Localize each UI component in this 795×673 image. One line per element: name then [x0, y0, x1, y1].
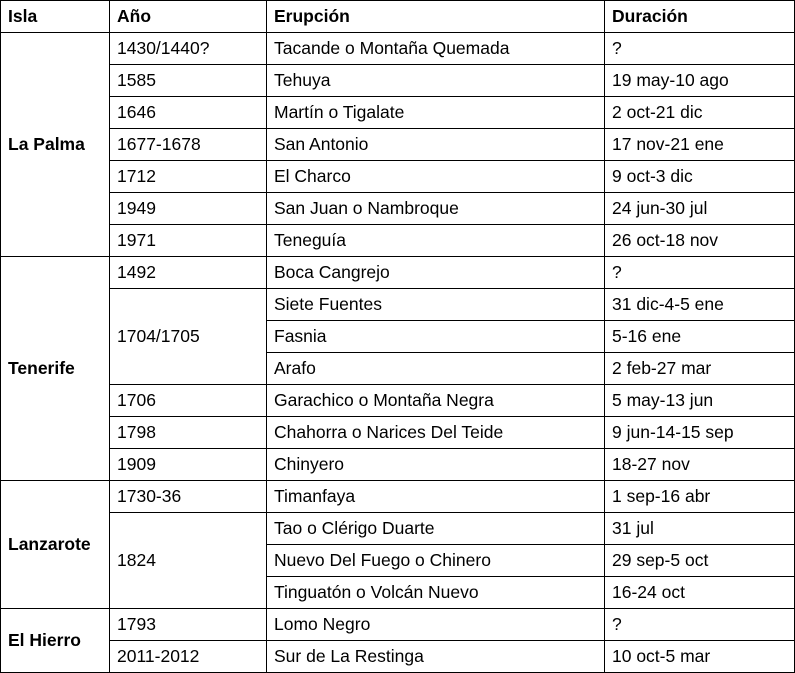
- eruption-name-cell: Tehuya: [267, 65, 605, 97]
- duration-cell: 2 feb-27 mar: [605, 353, 795, 385]
- duration-cell: 18-27 nov: [605, 449, 795, 481]
- eruption-name-cell: San Antonio: [267, 129, 605, 161]
- eruption-name-cell: Arafo: [267, 353, 605, 385]
- duration-cell: 31 dic-4-5 ene: [605, 289, 795, 321]
- table-row: [1, 513, 795, 545]
- header-ano: Año: [110, 1, 267, 33]
- table-row: [1, 97, 795, 129]
- table-row: [1, 225, 795, 257]
- duration-cell: 19 may-10 ago: [605, 65, 795, 97]
- table-row: [1, 641, 795, 673]
- island-name-cell: Tenerife: [1, 257, 110, 481]
- duration-cell: 10 oct-5 mar: [605, 641, 795, 673]
- eruption-name-cell: Tao o Clérigo Duarte: [267, 513, 605, 545]
- year-cell: 1704/1705: [110, 289, 267, 385]
- year-cell: 1949: [110, 193, 267, 225]
- year-cell: 1492: [110, 257, 267, 289]
- eruption-name-cell: Sur de La Restinga: [267, 641, 605, 673]
- year-cell: 1793: [110, 609, 267, 641]
- duration-cell: ?: [605, 609, 795, 641]
- eruption-name-cell: Chinyero: [267, 449, 605, 481]
- header-duracion: Duración: [605, 1, 795, 33]
- eruption-name-cell: El Charco: [267, 161, 605, 193]
- header-row: [1, 1, 795, 33]
- table-row: [1, 481, 795, 513]
- year-cell: 1706: [110, 385, 267, 417]
- header-isla: Isla: [1, 1, 110, 33]
- table-row: [1, 385, 795, 417]
- table-row: [1, 161, 795, 193]
- year-cell: 1712: [110, 161, 267, 193]
- duration-cell: 31 jul: [605, 513, 795, 545]
- table-body: [1, 33, 795, 673]
- eruption-name-cell: Teneguía: [267, 225, 605, 257]
- eruption-name-cell: Fasnia: [267, 321, 605, 353]
- table-row: [1, 257, 795, 289]
- eruption-name-cell: San Juan o Nambroque: [267, 193, 605, 225]
- eruption-name-cell: Martín o Tigalate: [267, 97, 605, 129]
- table-row: [1, 33, 795, 65]
- year-cell: 1909: [110, 449, 267, 481]
- eruption-name-cell: Garachico o Montaña Negra: [267, 385, 605, 417]
- duration-cell: ?: [605, 33, 795, 65]
- duration-cell: 2 oct-21 dic: [605, 97, 795, 129]
- year-cell: 1430/1440?: [110, 33, 267, 65]
- eruption-name-cell: Chahorra o Narices Del Teide: [267, 417, 605, 449]
- eruption-name-cell: Boca Cangrejo: [267, 257, 605, 289]
- table-row: [1, 417, 795, 449]
- year-cell: 1971: [110, 225, 267, 257]
- table-row: [1, 609, 795, 641]
- duration-cell: 5 may-13 jun: [605, 385, 795, 417]
- header-erupcion: Erupción: [267, 1, 605, 33]
- year-cell: 1677-1678: [110, 129, 267, 161]
- duration-cell: 26 oct-18 nov: [605, 225, 795, 257]
- duration-cell: 17 nov-21 ene: [605, 129, 795, 161]
- table-row: [1, 289, 795, 321]
- table-row: [1, 65, 795, 97]
- eruption-name-cell: Tinguatón o Volcán Nuevo: [267, 577, 605, 609]
- table-row: [1, 193, 795, 225]
- island-name-cell: El Hierro: [1, 609, 110, 673]
- eruption-name-cell: Timanfaya: [267, 481, 605, 513]
- eruption-name-cell: Lomo Negro: [267, 609, 605, 641]
- year-cell: 1646: [110, 97, 267, 129]
- year-cell: 2011-2012: [110, 641, 267, 673]
- duration-cell: 9 jun-14-15 sep: [605, 417, 795, 449]
- year-cell: 1824: [110, 513, 267, 609]
- island-name-cell: La Palma: [1, 33, 110, 257]
- year-cell: 1798: [110, 417, 267, 449]
- duration-cell: ?: [605, 257, 795, 289]
- table-row: [1, 449, 795, 481]
- eruption-name-cell: Tacande o Montaña Quemada: [267, 33, 605, 65]
- year-cell: 1730-36: [110, 481, 267, 513]
- duration-cell: 16-24 oct: [605, 577, 795, 609]
- duration-cell: 29 sep-5 oct: [605, 545, 795, 577]
- island-name-cell: Lanzarote: [1, 481, 110, 609]
- duration-cell: 1 sep-16 abr: [605, 481, 795, 513]
- eruption-name-cell: Siete Fuentes: [267, 289, 605, 321]
- duration-cell: 5-16 ene: [605, 321, 795, 353]
- eruption-name-cell: Nuevo Del Fuego o Chinero: [267, 545, 605, 577]
- duration-cell: 24 jun-30 jul: [605, 193, 795, 225]
- year-cell: 1585: [110, 65, 267, 97]
- duration-cell: 9 oct-3 dic: [605, 161, 795, 193]
- table-row: [1, 129, 795, 161]
